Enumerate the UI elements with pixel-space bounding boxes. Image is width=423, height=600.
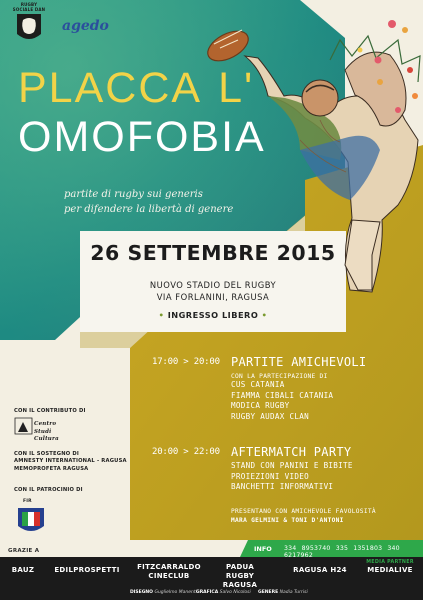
agedo-logo: agedo xyxy=(62,18,109,34)
credit-drawing xyxy=(130,590,197,595)
event1-title: PARTITE AMICHEVOLI xyxy=(231,355,367,369)
credit-name: Salvo Nicolosi xyxy=(219,590,251,595)
sponsor-item: EDILPROSPETTI xyxy=(54,566,120,574)
subtitle-line2: per difendere la libertà di genere xyxy=(64,203,234,215)
media-partner xyxy=(362,560,418,575)
title-line2: OMOFOBIA xyxy=(18,113,266,161)
subtitle-line1: partite di rugby sui generis xyxy=(64,189,203,200)
credit-name: Guglielmo Manenti xyxy=(154,590,197,595)
title-line1 xyxy=(18,64,255,112)
event2-details xyxy=(231,461,353,493)
patrocinio-org: FIR xyxy=(23,499,32,504)
free-entry-text: INGRESSO LIBERO xyxy=(167,310,259,320)
grazie-label: GRAZIE A xyxy=(8,548,40,554)
info-label: INFO xyxy=(254,545,272,553)
title-word-placca: PLACCA xyxy=(18,64,203,112)
sostegno-org2: MEMOPROFETA RAGUSA xyxy=(14,465,89,472)
dan-logo-text: RUGBY SOCIALE DAN xyxy=(12,2,46,12)
media-partner-name: MEDIALIVE xyxy=(367,566,413,575)
sostegno-org1: AMNESTY INTERNATIONAL - RAGUSA xyxy=(14,458,127,465)
team-item: MODICA RUGBY xyxy=(231,401,290,411)
venue-line1: NUOVO STADIO DEL RUGBY xyxy=(149,280,277,290)
sponsor-item: FITZCARRALDO CINECLUB xyxy=(137,563,201,581)
dan-logo xyxy=(12,2,46,12)
sponsor-item: BAUZ xyxy=(11,566,35,574)
sponsor-item: PADUA RUGBY RAGUSA xyxy=(222,563,258,590)
party-item: BANCHETTI INFORMATIVI xyxy=(231,482,334,492)
event2-time: 20:00 > 22:00 xyxy=(152,447,220,457)
media-partner-label: MEDIA PARTNER xyxy=(366,560,414,565)
event1-time: 17:00 > 20:00 xyxy=(152,357,220,367)
presenters-intro: PRESENTANO CON AMICHEVOLE FAVOLOSITÀ xyxy=(231,508,376,515)
presenters xyxy=(231,508,376,524)
team-item: CUS CATANIA xyxy=(231,380,285,389)
team-item: RUGBY AUDAX CLAN xyxy=(231,411,309,421)
credit-graphics xyxy=(196,590,251,595)
fir-logo xyxy=(18,508,44,531)
party-item: STAND CON PANINI E BIBITE xyxy=(231,461,353,470)
credit-label: GRAFICA xyxy=(196,590,219,595)
sostegno-block xyxy=(14,451,127,473)
venue-line2: VIA FORLANINI, RAGUSA xyxy=(156,292,270,303)
info-phones: 334 8953740 335 1351803 340 6217962 xyxy=(284,545,400,559)
free-entry xyxy=(80,310,346,320)
subtitle xyxy=(64,188,233,217)
sponsor-item: RAGUSA H24 xyxy=(293,566,347,574)
credit-label: GENERE xyxy=(258,590,279,595)
sostegno-label: CON IL SOSTEGNO DI xyxy=(14,451,80,457)
contributo-org: Centro Studi Cultura xyxy=(34,421,59,443)
credit-label: DISEGNO xyxy=(130,590,154,595)
venue xyxy=(80,279,346,303)
bullet-icon: • xyxy=(158,310,165,320)
bullet-icon: • xyxy=(261,310,268,320)
presenters-names: MARA GELMINI & TONI D'ANTONI xyxy=(231,517,344,524)
contributo-label: CON IL CONTRIBUTO DI xyxy=(14,408,86,414)
event2-title: AFTERMATCH PARTY xyxy=(231,445,352,459)
dan-logo-shield xyxy=(17,14,41,39)
patrocinio-label: CON IL PATROCINIO DI xyxy=(14,487,83,493)
team-item: FIAMMA CIBALI CATANIA xyxy=(231,390,334,400)
event1-intro: CON LA PARTECIPAZIONE DI xyxy=(231,373,328,380)
party-item: PROIEZIONI VIDEO xyxy=(231,471,309,481)
event-date: 26 SETTEMBRE 2015 xyxy=(90,241,336,265)
credit-name: Nadia Turrisi xyxy=(279,590,308,595)
event1-details xyxy=(231,373,333,423)
credit-genre xyxy=(258,590,308,595)
title-word-l: L' xyxy=(218,64,255,112)
